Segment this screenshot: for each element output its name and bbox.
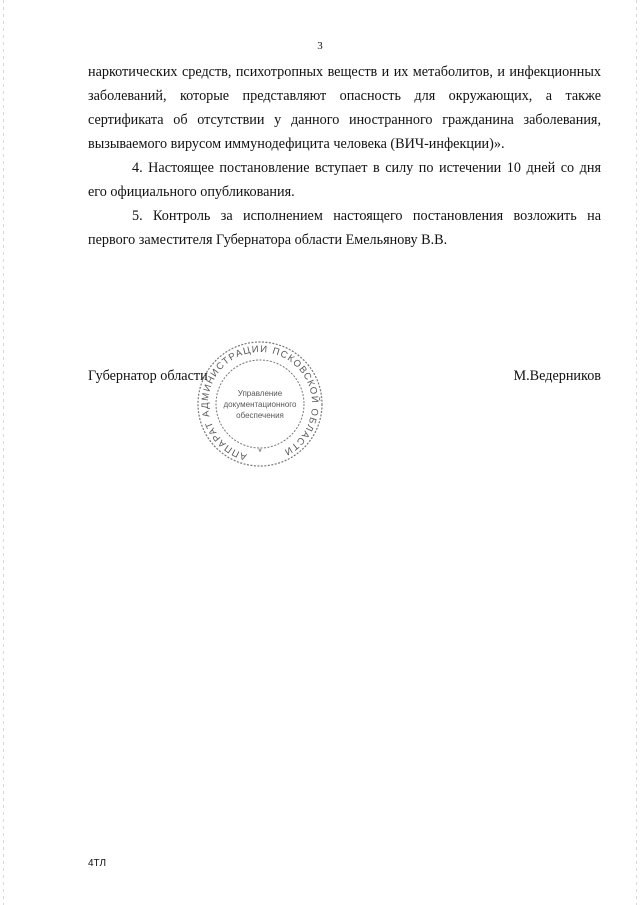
seal-center-line-1: Управление [237,389,283,398]
seal-star-icon: * [258,447,262,457]
seal-center-line-2: документационного [223,400,297,409]
signatory-name: М.Ведерников [513,368,601,384]
paragraph-continuation: наркотических средств, психотропных веществ и их метаболитов, и инфекционных заболеваний, которые представляют опасность для окружающих, а также сертификата об отсутствии у данного иностранного гражданина заболевания, вызываемого вирусом иммунодефицита человека (ВИЧ-инфекции)». [88,64,601,152]
official-seal-stamp [190,338,330,468]
document-body [88,60,601,252]
seal-center-line-3: обеспечения [236,411,284,420]
signatory-title: Губернатор области [88,368,208,384]
paragraph-item-4: 4. Настоящее постановление вступает в силу по истечении 10 дней со дня его официального опубликования. [88,160,601,200]
left-margin-edge [3,0,4,905]
right-margin-edge [636,0,637,905]
footer-code: 4ТЛ [88,858,107,869]
page-number: 3 [317,40,323,52]
paragraph-item-5: 5. Контроль за исполнением настоящего постановления возложить на первого заместителя Губернатора области Емельянову В.В. [88,208,601,248]
seal-ring-text: АППАРАТ АДМИНИСТРАЦИИ ПСКОВСКОЙ ОБЛАСТИ [199,343,321,463]
